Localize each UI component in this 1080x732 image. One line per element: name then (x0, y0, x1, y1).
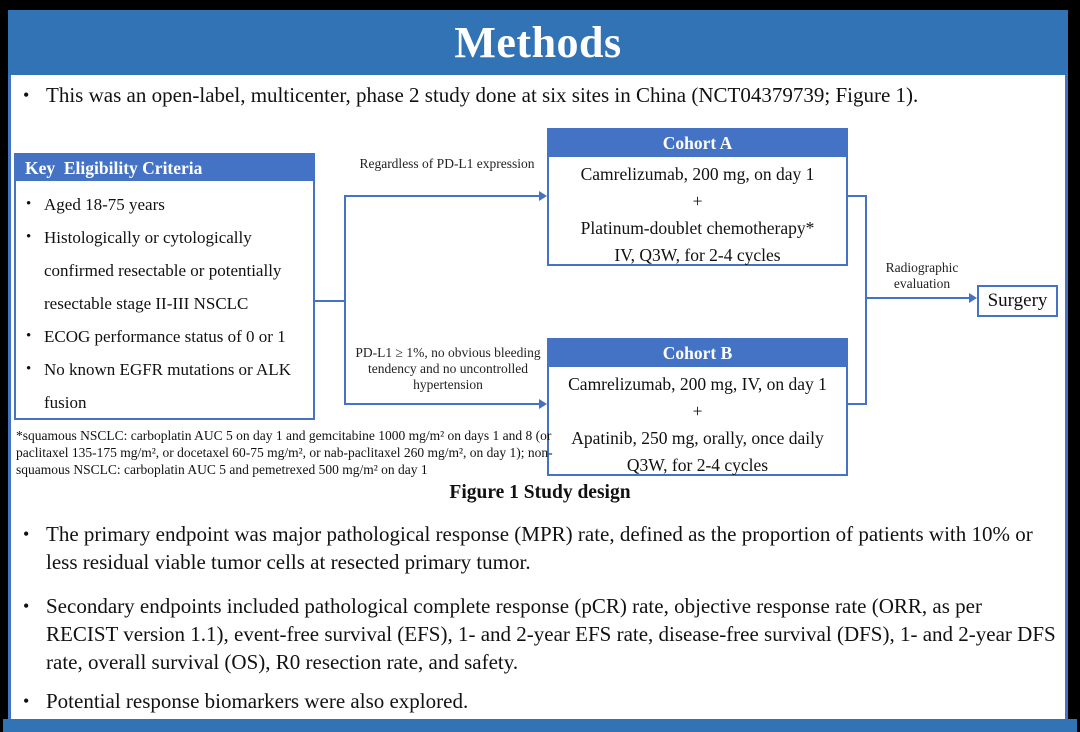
page-title: Methods (454, 18, 622, 67)
connector-to-cohort-a (344, 195, 541, 197)
cohort-a-body (549, 157, 846, 269)
footnote-line: *squamous NSCLC: carboplatin AUC 5 on day 1 and gemcitabine 1000 mg/m² on days 1 and 8 (or (16, 428, 552, 443)
eligibility-item: • No known EGFR mutations or ALK fusion (22, 353, 311, 419)
connector-eligibility-out (313, 300, 345, 302)
cohort-b-header: Cohort B (549, 340, 846, 367)
eligibility-item: • Histologically or cytologically confirmed resectable or potentially resectable stage II-III NSCLC (22, 221, 311, 320)
surgery-box (977, 285, 1058, 317)
cohort-a-line: Camrelizumab, 200 mg, on day 1 (580, 164, 815, 184)
eligibility-item: • Aged 18-75 years (22, 188, 311, 221)
cohort-a-line: IV, Q3W, for 2-4 cycles (614, 245, 781, 265)
connector-cohort-b-out (846, 403, 867, 405)
bullet-marker: • (23, 85, 30, 105)
bottom-accent-bar (3, 719, 1077, 732)
bullet-marker: • (23, 524, 30, 544)
bullet-biomarkers-text: Potential response biomarkers were also explored. (46, 689, 469, 713)
eligibility-box-header: Key Eligibility Criteria (16, 155, 313, 181)
cohort-a-box (547, 128, 848, 266)
arrowhead-cohort-a-icon (539, 191, 547, 201)
cohort-b-body (549, 367, 846, 479)
connector-merge-vertical (865, 195, 867, 405)
radiographic-evaluation-label: Radiographic evaluation (885, 260, 959, 291)
bullet-study-overview-text: This was an open-label, multicenter, phase 2 study done at six sites in China (NCT04379739; Figure 1). (46, 83, 919, 107)
bullet-primary-endpoint (22, 520, 1052, 576)
arrowhead-cohort-b-icon (539, 399, 547, 409)
slide-title-banner (8, 10, 1068, 75)
bullet-marker: • (23, 596, 30, 616)
cohort-a-line: Platinum-doublet chemotherapy* (580, 218, 815, 238)
cohort-b-line: Q3W, for 2-4 cycles (626, 455, 769, 475)
bullet-study-overview (22, 82, 1052, 109)
branch-bottom-label: PD-L1 ≥ 1%, no obvious bleeding tendency and no uncontrolled hypertension (355, 345, 541, 392)
footnote-line: paclitaxel 135-175 mg/m², or docetaxel 60-75 mg/m², or nab-paclitaxel 260 mg/m², on day 1); non- (16, 445, 553, 460)
cohort-a-header: Cohort A (549, 130, 846, 157)
bullet-biomarkers (22, 688, 1052, 715)
bullet-marker: • (23, 691, 30, 711)
cohort-b-line: + (692, 401, 703, 421)
surgery-label: Surgery (987, 290, 1048, 311)
eligibility-item: • ECOG performance status of 0 or 1 (22, 320, 311, 353)
bullet-secondary-endpoints-text: Secondary endpoints included pathological complete response (pCR) rate, objective response rate (ORR, as per RECIST version 1.1), event-free survival (EFS), 1- and 2-year EFS rate, disease-free survival (DFS), 1- and 2-year DFS rate, overall survival (OS), R0 resection rate, and safety. (46, 594, 1056, 674)
chemo-footnote (16, 427, 556, 478)
connector-to-cohort-b (344, 403, 541, 405)
eligibility-list (16, 181, 313, 419)
cohort-a-line: + (692, 191, 703, 211)
branch-top-label: Regardless of PD-L1 expression (359, 156, 535, 171)
connector-to-surgery (865, 297, 971, 299)
cohort-b-box (547, 338, 848, 476)
connector-branch-vertical (344, 195, 346, 405)
cohort-b-line: Camrelizumab, 200 mg, IV, on day 1 (568, 374, 827, 394)
bullet-primary-endpoint-text: The primary endpoint was major pathological response (MPR) rate, defined as the proportion of patients with 10% or less residual viable tumor cells at resected primary tumor. (46, 522, 1033, 574)
connector-cohort-a-out (846, 195, 867, 197)
figure-caption: Figure 1 Study design (449, 482, 631, 503)
arrowhead-surgery-icon (969, 293, 977, 303)
bullet-secondary-endpoints (22, 592, 1056, 676)
cohort-b-line: Apatinib, 250 mg, orally, once daily (571, 428, 824, 448)
eligibility-box (14, 153, 315, 420)
footnote-line: squamous NSCLC: carboplatin AUC 5 and pemetrexed 500 mg/m² on day 1 (16, 462, 428, 477)
